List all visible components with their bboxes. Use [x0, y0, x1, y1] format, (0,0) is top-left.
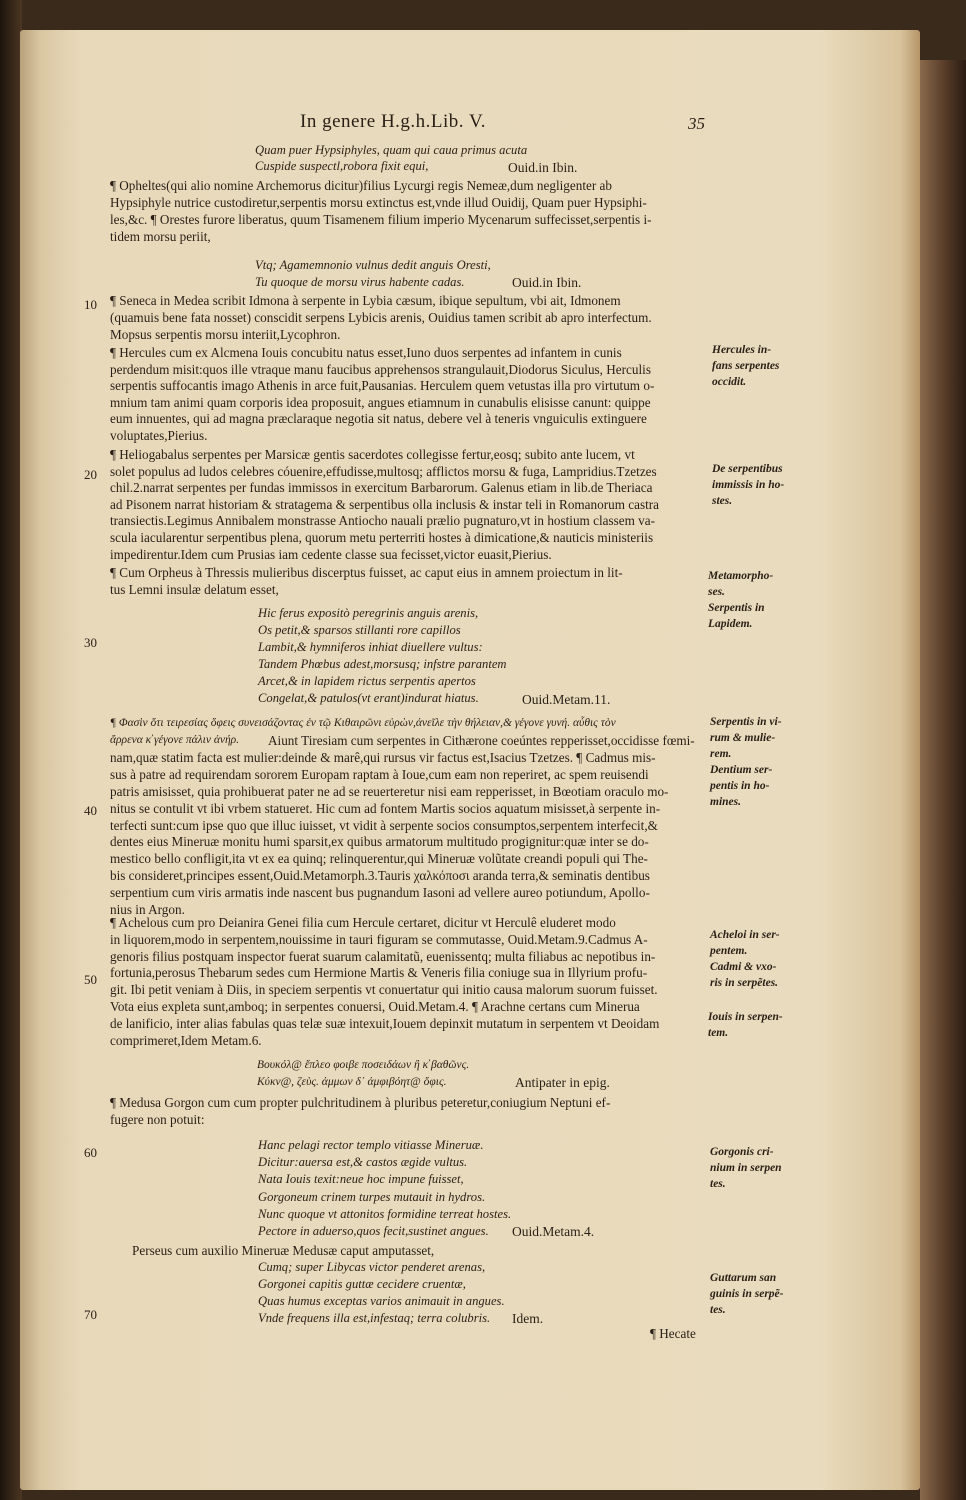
prose-line: dentes eius Mineruæ monitu humi sparsit,ex quibus armatorum multitudo progignitur:quæ inter se do- — [110, 834, 649, 850]
prose-line: transiectis.Legimus Annibalem monstrasse Antiocho nauali prælio pugnaturo,vt in hostium classem va- — [110, 513, 655, 529]
greek-line: Κύκν@, ζεὺς. ἀμμων δ᾽ ἀμφιβόητ@ ὄφις. — [257, 1076, 447, 1088]
citation: Ouid.Metam.4. — [512, 1224, 595, 1239]
prose-line: Hypsiphyle nutrice custodiretur,serpentis morsu extinctus est,vnde illud Ouidij, Quam puer Hypsiphi- — [110, 195, 647, 210]
line-number: 20 — [84, 467, 97, 482]
prose-line: ¶ Medusa Gorgon cum cum propter pulchritudinem à pluribus peteretur,coniugium Neptuni ef- — [110, 1095, 611, 1110]
page-edge — [920, 60, 966, 1500]
verse-line: Tandem Phœbus adest,morsusq; infstre parantem — [258, 657, 507, 671]
margin-note: Serpentis in — [708, 602, 765, 614]
prose-line: (quamuis bene fata nosset) conscidit serpens Lybicis arenis, Ouidius tamen scribit ab apro interfectum. — [110, 310, 652, 325]
book-gutter-shadow — [0, 0, 22, 1500]
margin-note: rem. — [710, 748, 732, 760]
margin-note: Iouis in serpen- — [708, 1011, 783, 1023]
prose-line: mnium tam animi quam corporis idea proposuit, angues etiamnum in cunabulis elisisse canunt: quippe — [110, 394, 651, 410]
prose-line: ad Pisonem narrat historiam & stratagema & serpentibus olla inclusis & instar teli in Romanorum castra — [110, 496, 659, 512]
prose-line: mestico bello confligit,ita vt ex ea quinq; relinquerentur,qui Mineruæ volũtate creandi populi qui The- — [110, 851, 648, 867]
margin-note: De serpentibus — [712, 463, 783, 475]
prose-line: fortunia,perosus Thebarum sedes cum Hermione Martis & Veneris filia coniuge sua in Illyrium profu- — [110, 965, 648, 981]
prose-line: Aiunt Tiresiam cum serpentes in Cithærone coeúntes repperisset,occidisse fœmi- — [268, 733, 695, 748]
margin-note: Cadmi & vxo- — [710, 961, 777, 973]
verse-line: Quas humus exceptas varios animauit in angues. — [258, 1294, 505, 1308]
margin-note: Lapidem. — [708, 618, 753, 630]
citation: Antipater in epig. — [515, 1075, 610, 1090]
verse-line: Nunc quoque vt attonitos formidine terreat hostes. — [258, 1206, 512, 1221]
prose-line: ¶ Achelous cum pro Deianira Genei filia cum Hercule certaret, dicitur vt Herculê eluderet modo — [110, 915, 616, 930]
prose-line: comprimeret,Idem Metam.6. — [110, 1032, 262, 1048]
prose-line: nius in Argon. — [110, 902, 185, 917]
prose-line: perdendum misit:quos ille vtraque manu faucibus apprehensos strangulauit,Diodorus Siculus, Herculis — [110, 361, 651, 377]
verse-line: Pectore in aduerso,quos fecit,sustinet angues. — [258, 1224, 489, 1238]
verse-line: Gorgonei capitis guttæ cecidere cruentæ, — [258, 1277, 466, 1291]
margin-note: tes. — [710, 1178, 726, 1190]
line-number: 50 — [84, 972, 97, 987]
verse-line: Arcet,& in lapidem rictus serpentis apertos — [258, 674, 476, 688]
margin-note: immissis in ho- — [712, 479, 785, 491]
prose-line: voluptates,Pierius. — [110, 428, 208, 443]
margin-note: fans serpentes — [712, 360, 780, 372]
prose-line: ¶ Cum Orpheus à Thressis mulieribus discerptus fuisset, ac caput eius in amnem proiectum in lit- — [110, 565, 623, 580]
prose-line: les,&c. ¶ Orestes furore liberatus, quum Tisamenem filium imperio Mycenarum suffecisset,serpentis i- — [110, 212, 652, 227]
citation: Ouid.in Ibin. — [508, 160, 578, 175]
margin-note: Serpentis in vi- — [710, 716, 782, 728]
line-number: 40 — [84, 803, 97, 818]
prose-line: in liquorem,modo in serpentem,nouissime in tauri figuram se commutasse, Ouid.Metam.9.Cadmus A- — [110, 931, 648, 947]
margin-note: occidit. — [712, 376, 747, 388]
catchword: ¶ Hecate — [650, 1326, 696, 1341]
verse-line: Tu quoque de morsu virus habente cadas. — [255, 275, 465, 289]
verse-line: Cuspide suspectl,robora fixit equi, — [255, 159, 429, 173]
prose-line: Vota eius expleta sunt,amboq; in serpentes conuersi, Ouid.Metam.4. ¶ Arachne certans cum Minerua — [110, 999, 640, 1014]
margin-note: ses. — [708, 586, 725, 598]
line-number: 10 — [84, 297, 97, 312]
verse-line: Os petit,& sparsos stillanti rore capillos — [258, 623, 461, 637]
verse-line: Vnde frequens illa est,infestaq; terra colubris. — [258, 1311, 491, 1325]
prose-line: Perseus cum auxilio Mineruæ Medusæ caput amputasset, — [132, 1243, 435, 1258]
greek-line: ἄρρενα κ̓ γέγονε πάλιν ἀνήρ. — [110, 734, 240, 746]
line-number: 70 — [84, 1307, 97, 1322]
prose-line: ¶ Hercules cum ex Alcmena Iouis concubitu natus esset,Iuno duos serpentes ad infantem in cunis — [110, 345, 622, 360]
margin-note: ris in serpẽtes. — [710, 977, 779, 989]
margin-note: Metamorpho- — [708, 570, 774, 582]
prose-line: impedirentur.Idem cum Prusias iam cedente classe sua fecisset,victor euasit,Pierius. — [110, 546, 552, 562]
margin-note: nium in serpen — [710, 1162, 782, 1174]
verse-line: Gorgoneum crinem turpes mutauit in hydros. — [258, 1189, 486, 1204]
running-header: In genere H.g.h.Lib. V. — [300, 111, 486, 132]
citation: Idem. — [512, 1311, 544, 1326]
prose-line: git. Ibi petit veniam à Diis, in speciem serpentis vt conuertatur qui initio causa malorum suorum fuisset. — [110, 982, 658, 998]
verse-line: Hic ferus expositò peregrinis anguis arenis, — [258, 606, 479, 620]
margin-note: pentem. — [710, 945, 748, 957]
prose-line: serpentium cum viris armatis inde nascent bus pugnandum Iasoni ad vellere aureo potiundum, Apollo- — [110, 885, 650, 901]
margin-note: mines. — [710, 796, 741, 808]
margin-note: tem. — [708, 1027, 729, 1039]
prose-line: eum innuentes, qui ad magna præclaraque negotia sit natus, debere vel à teneris vnguiculis extinguere — [110, 411, 647, 427]
citation: Ouid.Metam.11. — [522, 692, 611, 707]
margin-note: Dentium ser- — [710, 764, 773, 776]
margin-note: rum & mulie- — [710, 732, 776, 744]
prose-line: serpentis suffocantis imago Athenis in arce fuit,Pausanias. Herculem quem vetustas illa pro virtutum o- — [110, 378, 655, 394]
prose-line: scula iacularentur serpentibus plena, quorum metu perterriti hostes à dimicatione,& nauticis ministeriis — [110, 530, 654, 545]
prose-line: solet populus ad ludos celebres cóuenire,effudisse,multosq; afflictos morsu & fuga, Lampridius.Tzetzes — [110, 463, 657, 479]
prose-line: fugere non potuit: — [110, 1112, 205, 1127]
citation: Ouid.in Ibin. — [512, 275, 582, 290]
prose-line: bis consideret,principes essent,Ouid.Metamorph.3.Tauris χαλκόποσι aranda terra,& seminatis dentibus — [110, 868, 650, 884]
verse-line: Congelat,& patulos(vt erant)indurat hiatus. — [258, 691, 479, 705]
prose-line: Mopsus serpentis morsu interiit,Lycophron. — [110, 327, 341, 342]
verse-line: Cumq; super Libycas victor penderet arenas, — [258, 1260, 486, 1274]
verse-line: Quam puer Hypsiphyles, quam qui caua primus acuta — [255, 143, 528, 157]
greek-line: ¶ Φασὶν ὅτι τειρεσίας ὄφεις συνεισάζοντας ἐν τῷ Κιθαιρῶνι εὑρὼν,ἀνεῖλε τὴν θήλειαν,& γέγονε γυνή. αὖθις τὸν — [110, 717, 616, 729]
prose-line: tus Lemni insulæ delatum esset, — [110, 582, 279, 597]
verse-line: Lambit,& hymniferos inhiat diuellere vultus: — [258, 640, 483, 654]
margin-note: Guttarum san — [710, 1272, 777, 1284]
prose-line: ¶ Opheltes(qui alio nomine Archemorus dicitur)filius Lycurgi regis Nemeæ,dum negligenter ab — [110, 178, 612, 193]
margin-note: Acheloi in ser- — [710, 929, 780, 941]
prose-line: de lanificio, inter alias fabulas quas telæ suæ intexuit,Iouem depinxit mutatum in serpentem vt Deoidam — [110, 1015, 660, 1031]
verse-line: Dicitur:auersa est,& castos ægide vultus. — [258, 1155, 468, 1170]
prose-line: chil.2.narrat serpentes per fundas immissos in exercitum Barbarorum. Galenus etiam in lib.de Theriaca — [110, 480, 653, 496]
page-number: 35 — [688, 114, 705, 133]
greek-line: Βουκόλ@ ἔπλεο φοιβε ποσειδάων ἢ κ̓ βαθῶνς. — [257, 1059, 470, 1071]
prose-line: genoris filius postquam inspector fuerat suarum calamitatũ, euenissentq; multa filiabus ac nepotibus in- — [110, 948, 656, 964]
margin-note: guinis in serpẽ- — [710, 1288, 784, 1300]
prose-line: ¶ Seneca in Medea scribit Idmona à serpente in Lybia cæsum, ibique sepultum, vbi ait, Idmonem — [110, 293, 621, 308]
prose-line: patris amisisset, quia prohibuerat pater ne ad se reuerteretur nisi eam repperisset, in Bœotiam oraculo mo- — [110, 783, 669, 799]
verse-line: Vtq; Agamemnonio vulnus dedit anguis Oresti, — [255, 258, 491, 272]
verse-line: Hanc pelagi rector templo vitiasse Mineruæ. — [258, 1138, 484, 1152]
prose-line: tidem morsu periit, — [110, 229, 211, 244]
margin-note: tes. — [710, 1304, 726, 1316]
prose-line: nam,quæ statim facta est mulier:deinde & marê,qui rursus vir factus est,Isacius Tzetzes. ¶ Cadmus mis- — [110, 749, 656, 765]
verse-line: Nata Iouis texit:neue hoc impune fuisset, — [258, 1172, 464, 1187]
prose-line: terfecti sunt:cum ipse quo que illuc iuisset, vt vidit à serpente socios consumptos,serpentem interfecit,& — [110, 817, 658, 833]
prose-line: sus à patre ad requirendam sororem Europam raptam à Ioue,cum eam non reperiret, ac spem reuisendi — [110, 766, 649, 782]
margin-note: Hercules in- — [712, 344, 772, 356]
prose-line: nitus se contulit vt ibi vrbem statueret. Hic cum ad fontem Martis socios aquatum misisset,à serpente in- — [110, 800, 661, 816]
margin-note: pentis in ho- — [710, 780, 770, 792]
margin-note: Gorgonis cri- — [710, 1146, 774, 1158]
line-number: 30 — [84, 635, 97, 650]
margin-note: stes. — [712, 495, 733, 507]
line-number: 60 — [84, 1145, 97, 1160]
prose-line: ¶ Heliogabalus serpentes per Marsicæ gentis sacerdotes collegisse fertur,eosq; subito ante lucem, vt — [110, 447, 635, 462]
